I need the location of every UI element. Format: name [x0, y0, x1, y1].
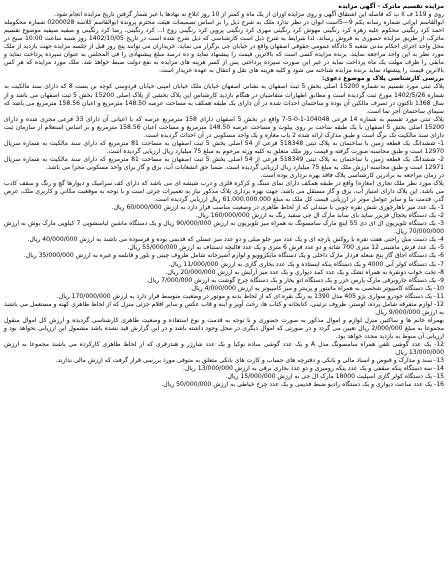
property-description-2: پلاک ثبتی مورد تقسیم به شماره 14 فرعی 104048-1-0-5-7 واقع در بخش 5 اصفهان دارای 158 مترمربع عرصه که با اعیانی آن دارای 33 فرعی مجزی شده و دارای 15200 اصلی بخش 5 اصفهان با یک طبقه ساخت بر روی پیلوت و مساحت عرصه 148.50 مترمربع و مساحت اعیان 158.56 مترمربع و بر اساس استعلام از سازمان ثبت دارای سند مالکیت تک برگ است و طبق مدارک ارائه شده 2 باب مغازه و یک واحد مسکونی در آن احداث گردیده است.: [4, 115, 444, 139]
movable-item-9: 9- یک دستگاه جاروبرقی مارک پارس خزر و یک دستگاه اتو بخار و یک دستگاه چرخ گوشت به ارزش 7/000/000 ریال.: [146, 276, 444, 284]
auction-conditions: ابوالقاسم ایرانی شماره رسانه یکم 9—5است ابوان در نظر ندارد ملک به شرح ذیل را بر اساس تصمیمات هیئت محترم پرونده ابوالقاسم کلاسه 0200028 شماره محکومله احمد کرد رنگینی محکوم علیه زهره کرد رنگینی مهوش کرد رنگینی مهری کرد رنگینی پروین کرد رنگینی روح ا... کرد رنگینی، رضا کرد رنگینی و صفیه صیفیه موضوع تقسیم ماترک، از طریق مزایده حضوری به فروش رساند. لذا شرایط به شرح ذیل است کارشناسی که ذیل شرح شده است در تاریخ 1402/10/05 روز شنبه ساعت 10:00 صبح در محل واحد اجرای احکام مدنی شعبه 5 دادگاه عمومی حقوقی اصفهان واقع در خیابان جی برگزار می نماید. خریداران می توانند پنج روز قبل از جلسه مزایده جهت بازدید از ملک مورد نظر به این واحد مراجعه نمایند. برنده مزایده کسی است که بالاترین قیمت را پیشنهاد نماید و ده درصد مبلغ پیشنهادی را فی المجلس به عنوان سپرده پرداخت نماید و مابقی را ظرف مهلت یک ماه پرداخت نماید در غیر این صورت سپرده پرداختی پس از کسر هزینه های مزایده به نفع دولت ضبط خواهد شد. ملک مورد مزایده که هر کس بالاترین قیمت را پیشنهاد نماید برنده مزایده شناخته می شود و کلیه هزینه های نقل و انتقال به عهده خریدار است.: [4, 19, 445, 75]
movable-item-7: 7- یک دستگاه کولر آبی 4000 و یک دستگاه پنکه ایستاده و یک عدد بخاری گازی به ارزش 11/000/000 ریال.: [168, 260, 444, 268]
notice-intro: روی و 119 ف اا ب که فاصله این اشتقاق آگهی و روی مزایده اوزان از یک ماه و کمتر از 10 روز ابلاغ به نهادها با غیر شمار گرفتن تاریخ مزایده انجام شود.: [54, 11, 444, 19]
property-description-1: پلاک ثبتی مورد تقسیم به شماره 15200 اصلی بخش 5 ثبت اصفهان به نشانی اصفهان خیابان ملک خیابان امینی خیابان فردوسی کوچه بن بست 8 که دارای سند مالکیت به شماره 1402/5/26 مورخ ثبت گردیده است و مطابق اظهارات متقاضیان در هنگام بازدید کارشناس این پلاک بخشی از پلاک اصلی 15200 بخش 5 ثبت اصفهان می باشد و از سال 1368 تاکنون در تصرف مالکین آن بوده و ساختمان احداث شده در آن دارای یک طبقه همکف به مساحت عرصه 148.50 مترمربع و اعیان 158.56 مترمربع می باشد که سیمای ساختمان آجر نما است.: [4, 83, 445, 115]
movable-item-17: 16- یک عدد ساعت دیواری و یک دستگاه رادیو ضبط قدیمی و یک عدد چرخ خیاطی به ارزش 50/000/000 ریال.: [161, 381, 444, 389]
movable-item-8: 8- تخت خواب دونفره به همراه تشک و یک عدد کمد دیواری و یک عدد میز آرایش به ارزش 20/000/000 ریال.: [165, 268, 444, 276]
movable-item-5: 5- یک عدد فرش ماشینی 12 متری 700 شانه و دو عدد فرش 6 متری و یک عدد قالیچه دستباف به ارزش 55/000/000 ریال.: [127, 244, 444, 252]
notice-title: مزایده تقسیم ماترک - آگهی مزایده: [338, 3, 444, 10]
movable-item-1: 1- یک عدد میز ناهارخوری شش نفره چوبی با صندلی که از لحاظ ظاهری در وضعیت مناسب قرار دارد به ارزش 60/000/000 ریال.: [111, 204, 444, 212]
movable-item-16: 15- یک دستگاه کولر گازی اسپلیت 18000 مارک ال جی به ارزش 15/000/000 ریال.: [225, 373, 444, 381]
property-item-2: 2- ششدانگ یک قطعه زمین با ساختمان به پلاک ثبتی 518349 فرعی از 54 اصلی بخش 5 ثبت اصفهان به مساحت 81 مترمربع که دارای سند مالکیت به شماره سریال 12971 است و طبق محاسبه ارزش ملک به مبلغ 75 میلیارد ریال ارزیابی گردیده است. ضمنا حق انشعابات آب، برق و گاز برای واحد مسکونی مجزا می باشد.: [4, 155, 444, 171]
property-item-1: 1- ششدانگ یک قطعه زمین با ساختمان به پلاک ثبتی 518348 فرعی از 54 اصلی بخش 5 ثبت اصفهان به مساحت 81 مترمربع که دارای سند مالکیت به شماره سریال 12970 است و طبق محاسبه صورت گرفته و قیمت روز ملک متعلق به کلیه ورثه مرحوم به مبلغ 75 میلیارد ریال ارزیابی گردیده است.: [4, 139, 444, 155]
movable-item-15: 14- سه دستگاه پنکه سقفی و یک عدد پنکه رومیزی و دو عدد بخاری برقی به ارزش 13/000/000 ریال.: [182, 365, 444, 373]
movable-item-11: 11- یک دستگاه خودرو سواری پژو 405 مدل 1390 به رنگ نقره ای که از لحاظ بدنه و موتور در وضعیت متوسط قرار دارد به ارزش 170/000/000 ریال.: [56, 292, 444, 300]
movable-item-14: 13- سند و مدارک و قبوض و اسناد مالی و بانکی و دفترچه های حساب و کارت های بانکی متعلق به متوفی مورد بررسی قرار گرفت که ارزش مالی ندارند.: [55, 357, 444, 365]
movable-item-6: 6- یک دستگاه اجاق گاز پنج شعله فردار مارک داخلی و یک دستگاه مایکروویو و لوازم آشپزخانه شامل ظروف چینی و بلور و قابلمه و غیره به ارزش 35/000/000 ریال.: [23, 252, 444, 260]
section-heading: بررسی کارشناسی پلاک و موضوع دعوی:: [321, 75, 444, 83]
movable-item-12: 12- لوازم متفرقه شامل پرده، لوستر، ظروف تزئینی، کتابخانه و کتاب ها، رخت آویز و آینه و قاب عکس و سایر اقلام جزئی منزل که از لحاظ ظاهری کهنه و مستعمل می باشند به ارزش 9/000/000 ریال.: [4, 300, 444, 316]
inspection-note: در زمان مراجعه به برادرین کارشناسی پلاک فاقد بهره برداری بوده است.: [260, 171, 444, 179]
movable-item-3: 3- یک دستگاه تلویزیون ال ای دی 55 اینچ مارک سامسونگ به همراه میز تلویزیون به ارزش 90/000/000 ریال و یک دستگاه ماشین لباسشویی 7 کیلویی مارک بوش به ارزش 70/000/000 ریال.: [4, 220, 444, 236]
movable-item-10: 10- یک دستگاه کامپیوتر شخصی به همراه مانیتور و پرینتر و میز کامپیوتر به ارزش 4/000/000 ریال.: [189, 284, 444, 292]
movable-item-2: 2- یک دستگاه یخچال فریزر ساید بای ساید مارک ال جی سفید رنگ به ارزش 160/000/000 ریال.: [195, 212, 444, 220]
shop-description: پلاک مورد نظر ملک تجاری (مغازه) واقع در طبقه همکف دارای نمای سنگ و کرکره فلزی و درب شیشه ای می باشد که دارای کف سرامیک و دیوارها گچ و رنگ و سقف کاذب می باشد. این پلاک دارای امتیاز آب، برق و گاز مستقل می باشد. جهت بهره برداری پلاک مذکور نیاز به تعمیرات جزئی است و با توجه به موقعیت مکانی و کاربری ملک، عرض گذر، قدمت بنا و سایر عوامل موثر در ارزیابی قیمت کل ملک به مبلغ 61.000.000.000 ریال ارزیابی گردیده است.: [4, 180, 444, 204]
valuation-summary: بهمراه خانم ها و ساکنین منزل لوازم و اموال مذکور به صورت حضوری و با توجه به قدمت و نوع استفاده و وضعیت ظاهری کارشناسی گردیده و ارزش کل اموال منقول مجموعا به مبلغ 2/000/000 ریال تعیین می گردد و در صورتی که اموال دیگری در محل وجود داشته باشد و در این گزارش قید نشده باشد مشمول این ارزیابی نخواهد بود و ارزیابی آن منوط به بازدید مجدد خواهد بود.: [4, 316, 445, 340]
movable-item-13: 12- یک عدد گوشی تلفن همراه سامسونگ مدل A و یک عدد گوشی ساده نوکیا و یک عدد شارژر و هندزفری که از لحاظ ظاهری کارکرده می باشند مجموعا به ارزش 13/000/000 ریال.: [4, 340, 444, 357]
movable-item-4: 4- یک دست مبل راحتی هفت نفره با روکش پارچه ای و یک عدد میز جلو مبلی و دو عدد میز عسلی که قدیمی بوده و فرسوده می باشند به ارزش 40/000/000 ریال.: [27, 236, 444, 244]
